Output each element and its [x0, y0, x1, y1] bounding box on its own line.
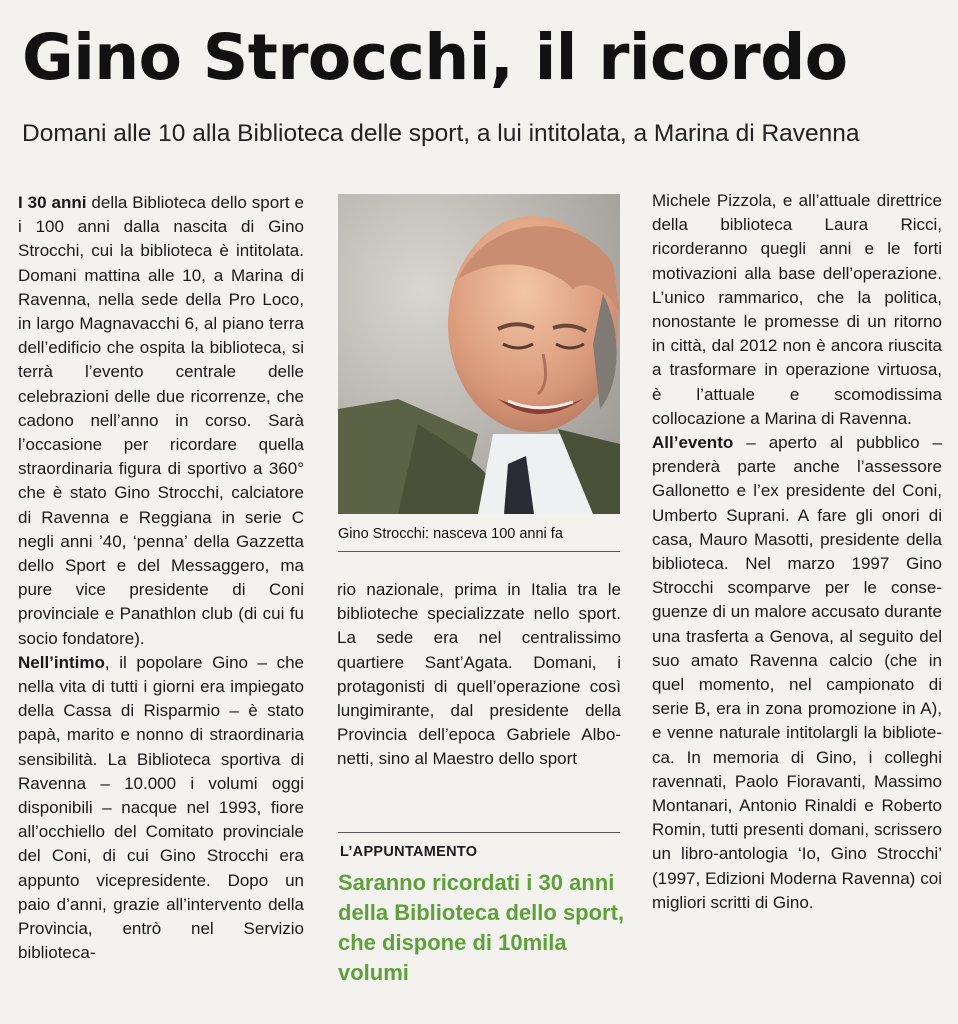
- headline: Gino Strocchi, il ricordo: [22, 21, 848, 94]
- paragraph-text: – aperto al pubblico – prenderà parte anche l’assessore Gallonetto e l’ex presidente del Coni, Umberto Suprani. A fare gli onori di casa, Mauro Masotti, presidente della biblioteca. Nel marzo 1997 Gino Strocchi scomparve per le conseguenze di un malore accusato durante una trasferta a Genova, al seguito del suo amato Ravenna calcio (che in quel momento, nel campionato di serie B, era in zona promozione in A), e venne naturale intitolargli la biblioteca. In memoria di Gino, i colleghi ravennati, Paolo Fioravanti, Massimo Montanari, Antonio Rinaldi e Roberto Romin, tutti presenti domani, scrissero un libro-antologia ‘Io, Gino Strocchi’ (1997, Edizioni Moderna Ravenna) coi migliori scritti di Gino.: [652, 433, 942, 912]
- paragraph-2: [18, 651, 304, 966]
- paragraph-text: della Biblioteca dello sport e i 100 anni dalla nascita di Gino Strocchi, cui la biblioteca è intitolata. Domani mattina alle 10, a Marina di Ravenna, nella sede della Pro Loco, in largo Magnavacchi 6, al piano terra dell’edificio che ospita la biblioteca, si terrà l’evento centrale delle celebrazioni delle due ricorrenze, che cadono nell’anno in corso. Sarà l’occasione per ricordare quella straordinaria figura di sportivo a 360° che è stato Gino Strocchi, calciatore di Ravenna e Reggiana in serie C negli anni ’40, ‘penna’ della Gazzetta dello Sport e del Messaggero, ma pure vice presidente di Coni provinciale e Panathlon club (di cui fu socio fondatore).: [18, 193, 304, 648]
- caption-divider: [338, 551, 620, 552]
- paragraph-lead: Nell’intimo: [18, 652, 105, 672]
- portrait-illustration: [338, 194, 620, 514]
- paragraph-lead: All’evento: [652, 433, 734, 453]
- article-column-3: [652, 189, 942, 915]
- article-column-1: [18, 191, 304, 966]
- paragraph-3: Michele Pizzola, e all’attuale direttrice della biblioteca Laura Ricci, ricorderanno quegli anni e le forti motivazioni alla base dell’operazione. L’unico rammarico, che la politica, nonostante le promesse di un ritorno in città, dal 2012 non è ancora riuscita a trasformare in operazione virtuosa, è l’attuale e scomodissima collocazione a Marina di Ravenna.: [652, 191, 942, 428]
- paragraph-1: [18, 191, 304, 651]
- sidebar-highlight: Saranno ricordati i 30 anni della Biblioteca dello sport, che dispone di 10mila volumi: [338, 870, 625, 985]
- photo-caption: Gino Strocchi: nasceva 100 anni fa: [338, 526, 563, 542]
- paragraph-text: , il popolare Gino – che nella vita di tutti i giorni era impiegato della Cassa di Risparmio – è stato papà, marito e nonno di straordinaria sensibilità. La Biblioteca sportiva di Ravenna – 10.000 i volumi oggi disponibili – nacque nel 1993, fiore all’occhiello del Comitato provinciale del Coni, di cui Gino Strocchi era appunto vicepresidente. Dopo un paio d’anni, grazie all’intervento della Provincia, entrò nel Servizio biblioteca-: [18, 652, 304, 963]
- portrait-photo: [338, 194, 620, 514]
- sidebar-label: L’APPUNTAMENTO: [340, 844, 478, 860]
- paragraph-text: rio nazionale, prima in Italia tra le biblioteche specializzate nello sport. La sede era nel centralissimo quartiere Sant’Agata. Domani, i protagonisti di quell’operazione così lungimirante, dal presidente della Provincia dell’epoca Gabriele Albonetti, sino al Maestro dello sport: [337, 580, 621, 769]
- paragraph-4: [652, 431, 942, 915]
- sidebar-divider: [338, 832, 620, 833]
- article-column-2: [337, 578, 621, 772]
- subheadline: Domani alle 10 alla Biblioteca delle sport, a lui intitolata, a Marina di Ravenna: [22, 120, 860, 147]
- paragraph-lead: I 30 anni: [18, 193, 87, 212]
